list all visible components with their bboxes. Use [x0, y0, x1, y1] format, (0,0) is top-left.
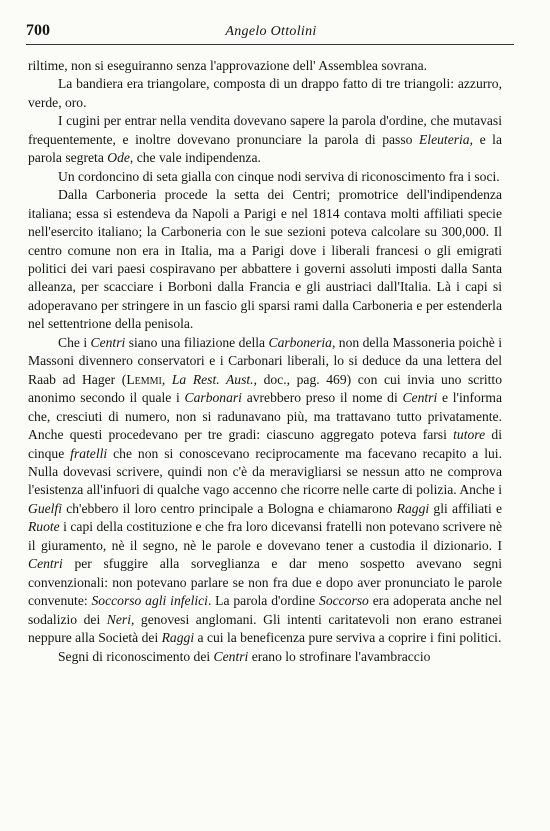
- paragraph: Dalla Carboneria procede la setta dei Centri; promotrice dell'indipendenza italiana; essa si estendeva da Napoli a Parigi e nel 1814 contava molti affiliati specie nell'esercito italiano; la Carboneria con le sue sezioni poteva calcolare su 300,000. Il centro comune non era in Italia, ma a Parigi dove i liberali francesi o gli emigrati politici dei vari paesi cospiravano per abbattere i governi assoluti imposti dalla Santa alleanza, per scacciare i Borboni dalla Francia e gli austriaci dall'Italia. Là i capi si adoperavano per stringere in un fascio gli sparsi rami dalla Carboneria e per estenderla nel settentrione della penisola.: [28, 187, 502, 332]
- page-number: 700: [26, 22, 50, 39]
- paragraph: I cugini per entrar nella vendita dovevano sapere la parola d'ordine, che mutavasi frequentemente, e inoltre dovevano pronunciare la parola di passo Eleuteria, e la parola segreta Ode, che vale indipendenza.: [28, 113, 502, 166]
- paragraph: La bandiera era triangolare, composta di un drappo fatto di tre triangoli: azzurro, verde, oro.: [28, 76, 502, 110]
- paragraph: Un cordoncino di seta gialla con cinque nodi serviva di riconoscimento fra i soci.: [58, 168, 500, 184]
- body-text: [28, 57, 502, 666]
- paragraph: Segni di riconoscimento dei Centri erano lo strofinare l'avambraccio: [58, 648, 431, 664]
- paragraph: riltime, non si eseguiranno senza l'approvazione dell' Assemblea sovrana.: [28, 58, 427, 73]
- paragraph: Che i Centri siano una filiazione della Carboneria, non della Massoneria poichè i Massoni divennero conservatori e i Carbonari liberali, lo si deduce da una lettera del Raab ad Hager (Lemmi, La Rest. Aust., doc., pag. 469) con cui invia uno scritto anonimo secondo il quale i Carbonari avrebbero preso il nome di Centri e l'informa che, cresciuti di numero, non si radunavano più, ma trattavano tutto privatamente. Anche questi procedevano per tre gradi: ciascuno aggregato poteva farsi tutore di cinque fratelli che non si conoscevano reciprocamente ma facevano recapito a lui. Nulla dovevasi scrivere, quindi non c'è da meravigliarsi se nessun atto ne comprova l'esistenza all'infuori di qualche vago accenno che ricorre nelle carte di polizia. Anche i Guelfi ch'ebbero il loro centro principale a Bologna e chiamarono Raggi gli affiliati e Ruote i capi della costituzione e che fra loro dicevansi fratelli non potevano scrivere nè il giuramento, nè il segno, nè le parole e dovevano tener a custodia il dizionario. I Centri per sfuggire alla sorveglianza e dar meno sospetto avevano segni convenzionali: non potevano parlare se non fra due e dopo aver pronunciato le parole convenute: Soccorso agli infelici. La parola d'ordine Soccorso era adoperata anche nel sodalizio dei Neri, genovesi anglomani. Gli intenti caritatevoli non erano estranei neppure alla Società dei Raggi a cui la beneficenza pure serviva a coprire i fini politici.: [28, 334, 503, 646]
- running-head: Angelo Ottolini: [225, 24, 317, 39]
- header-rule: [26, 44, 514, 45]
- page-header: [26, 22, 516, 44]
